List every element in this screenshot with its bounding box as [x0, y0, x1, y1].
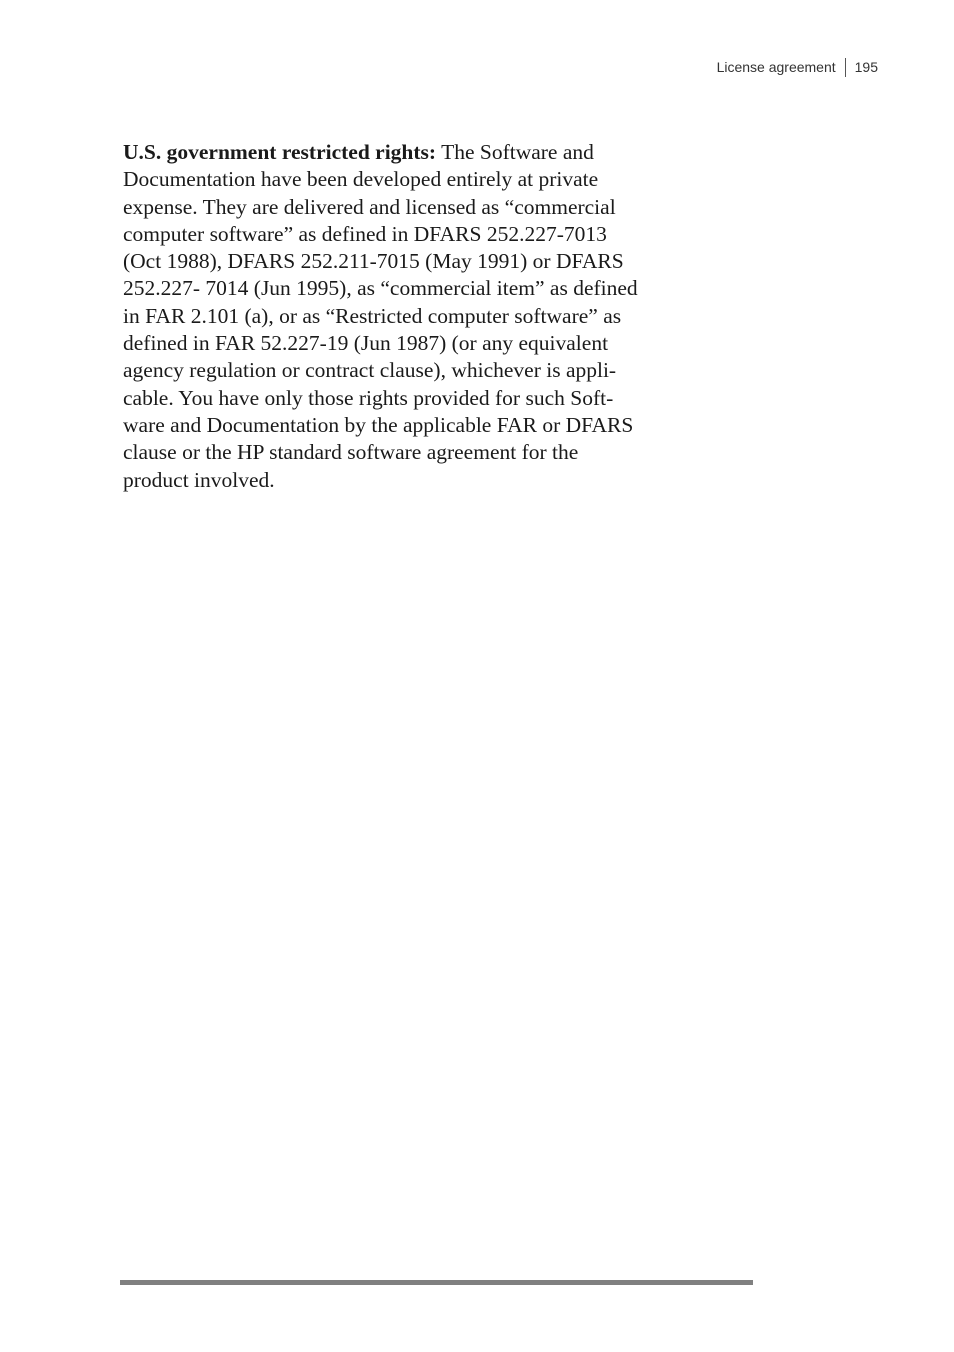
paragraph-line: (Oct 1988), DFARS 252.211-7015 (May 1991) or DFARS — [123, 249, 624, 274]
paragraph-line: agency regulation or contract clause), whichever is appli- — [123, 358, 617, 383]
footer-rule — [120, 1280, 753, 1285]
running-header — [717, 57, 878, 77]
paragraph-line: computer software” as defined in DFARS 252.227-7013 — [123, 221, 607, 246]
restricted-rights-paragraph — [123, 139, 748, 494]
section-title: License agreement — [716, 59, 836, 75]
paragraph-line: ware and Documentation by the applicable FAR or DFARS — [123, 412, 634, 437]
paragraph-line: Documentation have been developed entirely at private — [123, 167, 599, 192]
paragraph-line: expense. They are delivered and licensed as “commercial — [123, 194, 616, 219]
header-divider — [845, 58, 846, 77]
paragraph-line-text: The Software and — [436, 140, 594, 164]
paragraph-line: product involved. — [123, 467, 275, 492]
paragraph-line — [123, 139, 748, 166]
paragraph-line: defined in FAR 52.227-19 (Jun 1987) (or any equivalent — [123, 331, 609, 356]
paragraph-line: cable. You have only those rights provided for such Soft- — [123, 385, 614, 410]
paragraph-line: in FAR 2.101 (a), or as “Restricted computer software” as — [123, 303, 622, 328]
paragraph-heading: U.S. government restricted rights: — [123, 140, 437, 164]
paragraph-line: 252.227- 7014 (Jun 1995), as “commercial item” as defined — [123, 276, 638, 301]
page-number: 195 — [854, 59, 878, 75]
paragraph-line: clause or the HP standard software agreement for the — [123, 440, 579, 465]
